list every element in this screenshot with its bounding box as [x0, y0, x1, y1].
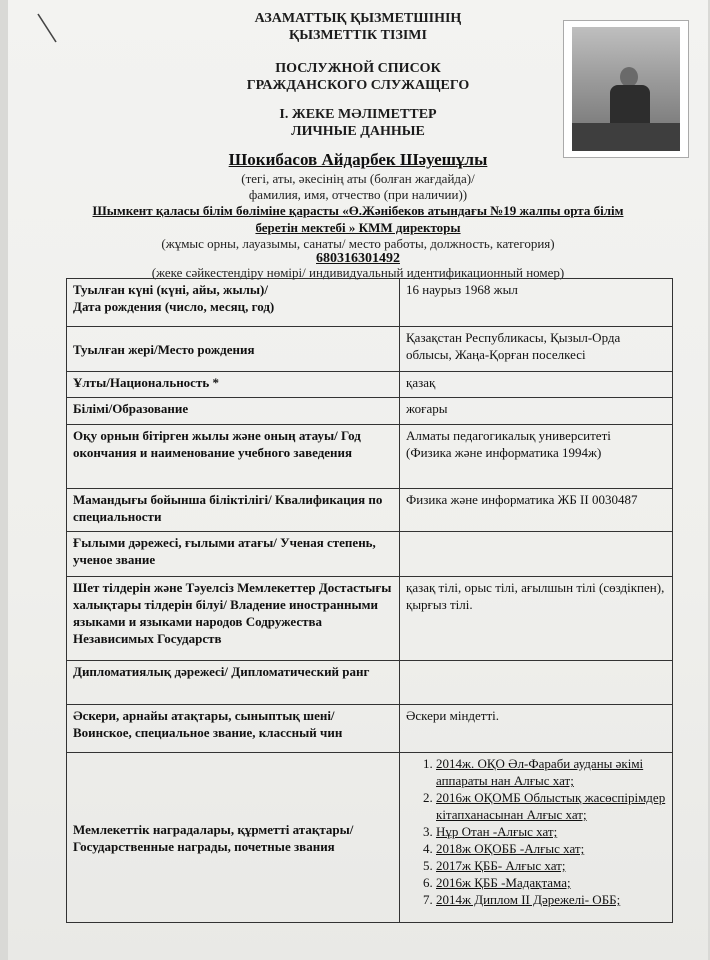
- row-value: 16 наурыз 1968 жыл: [400, 279, 673, 327]
- table-row: [67, 279, 673, 327]
- row-label: Ғылыми дәрежесі, ғылыми атағы/ Ученая степень, ученое звание: [67, 532, 400, 577]
- row-label: Дипломатиялық дәрежесі/ Дипломатический ранг: [67, 661, 400, 705]
- title-kz-line2: ҚЫЗМЕТТІК ТІЗІМІ: [289, 28, 427, 43]
- title-ru-line1: ПОСЛУЖНОЙ СПИСОК: [275, 61, 441, 76]
- title-kz-line1: АЗАМАТТЫҚ ҚЫЗМЕТШІНІҢ: [254, 11, 462, 26]
- document-page: [8, 0, 708, 960]
- workplace-line2: беретін мектебі » КММ директоры: [255, 220, 461, 235]
- table-row: [67, 425, 673, 489]
- table-row: [67, 532, 673, 577]
- iin-number: 680316301492: [316, 251, 400, 266]
- table-row: [67, 753, 673, 923]
- award-item: 3. Нұр Отан -Алғыс хат;: [436, 823, 666, 840]
- iin-caption: (жеке сәйкестендіру нөмірі/ индивидуальный идентификационный номер): [151, 265, 565, 280]
- row-label: Ұлты/Национальность *: [67, 372, 400, 398]
- row-value: [400, 532, 673, 577]
- section-title-ru: ЛИЧНЫЕ ДАННЫЕ: [291, 124, 425, 139]
- name-caption-ru: фамилия, имя, отчество (при наличии)): [248, 187, 468, 202]
- portrait-photo: [563, 20, 689, 158]
- award-item: 4. 2018ж ОҚОББ -Алғыс хат;: [436, 840, 666, 857]
- full-name: Шокибасов Айдарбек Шәуешұлы: [228, 150, 488, 169]
- table-row: [67, 398, 673, 425]
- awards-label: Мемлекеттік наградалары, құрметті атақтары/ Государственные награды, почетные звания: [67, 753, 400, 923]
- table-row: [67, 705, 673, 753]
- award-item: 6. 2016ж ҚББ -Мадақтама;: [436, 874, 666, 891]
- row-label: Мамандығы бойынша біліктілігі/ Квалификация по специальности: [67, 489, 400, 532]
- title-ru-line2: ГРАЖДАНСКОГО СЛУЖАЩЕГО: [246, 78, 470, 93]
- workplace-caption: (жұмыс орны, лауазымы, санаты/ место работы, должность, категория): [161, 236, 555, 251]
- table-row: [67, 577, 673, 661]
- table-row: [67, 661, 673, 705]
- row-label: Білімі/Образование: [67, 398, 400, 425]
- row-label: Әскери, арнайы атақтары, сыныптық шені/ Воинское, специальное звание, классный чин: [67, 705, 400, 753]
- personal-data-table: [66, 278, 673, 923]
- awards-list: [406, 755, 666, 908]
- row-value: қазақ тілі, орыс тілі, ағылшын тілі (сөздікпен), қырғыз тілі.: [400, 577, 673, 661]
- award-item: 5. 2017ж ҚББ- Алғыс хат;: [436, 857, 666, 874]
- row-value: Алматы педагогикалық университеті (Физика және информатика 1994ж): [400, 425, 673, 489]
- row-value: Физика және информатика ЖБ II 0030487: [400, 489, 673, 532]
- row-label: Туылған күні (күні, айы, жылы)/ Дата рождения (число, месяц, год): [67, 279, 400, 327]
- row-label: Туылған жері/Место рождения: [67, 327, 400, 372]
- award-item: 7. 2014ж Диплом II Дәрежелі- ОББ;: [436, 891, 666, 908]
- row-value: Әскери міндетті.: [400, 705, 673, 753]
- workplace-line1: Шымкент қаласы білім бөліміне қарасты «Ө.Жәнібеков атындағы №19 жалпы орта білім: [92, 203, 624, 218]
- name-caption-kz: (тегі, аты, әкесінің аты (болған жағдайда)/: [241, 171, 475, 186]
- award-item: 2. 2016ж ОҚОМБ Облыстық жасөспірімдер кітапханасынан Алғыс хат;: [436, 789, 666, 823]
- row-label: Оқу орнын бітірген жылы және оның атауы/ Год окончания и наименование учебного заведения: [67, 425, 400, 489]
- awards-list-cell: [400, 753, 673, 923]
- table-row: [67, 372, 673, 398]
- table-row: [67, 327, 673, 372]
- award-item: 1. 2014ж. ОҚО Әл-Фараби ауданы әкімі аппараты нан Алғыс хат;: [436, 755, 666, 789]
- row-value: [400, 661, 673, 705]
- row-label: Шет тілдерін және Тәуелсіз Мемлекеттер Достастығы халықтары тілдерін білуі/ Владение иностранными языками и языками народов Содружества Независимых Государств: [67, 577, 400, 661]
- row-value: Қазақстан Республикасы, Қызыл-Орда облысы, Жаңа-Қорған поселкесі: [400, 327, 673, 372]
- row-value: қазақ: [400, 372, 673, 398]
- row-value: жоғары: [400, 398, 673, 425]
- section-title-kz: I. ЖЕКЕ МӘЛІМЕТТЕР: [279, 107, 437, 122]
- table-row: [67, 489, 673, 532]
